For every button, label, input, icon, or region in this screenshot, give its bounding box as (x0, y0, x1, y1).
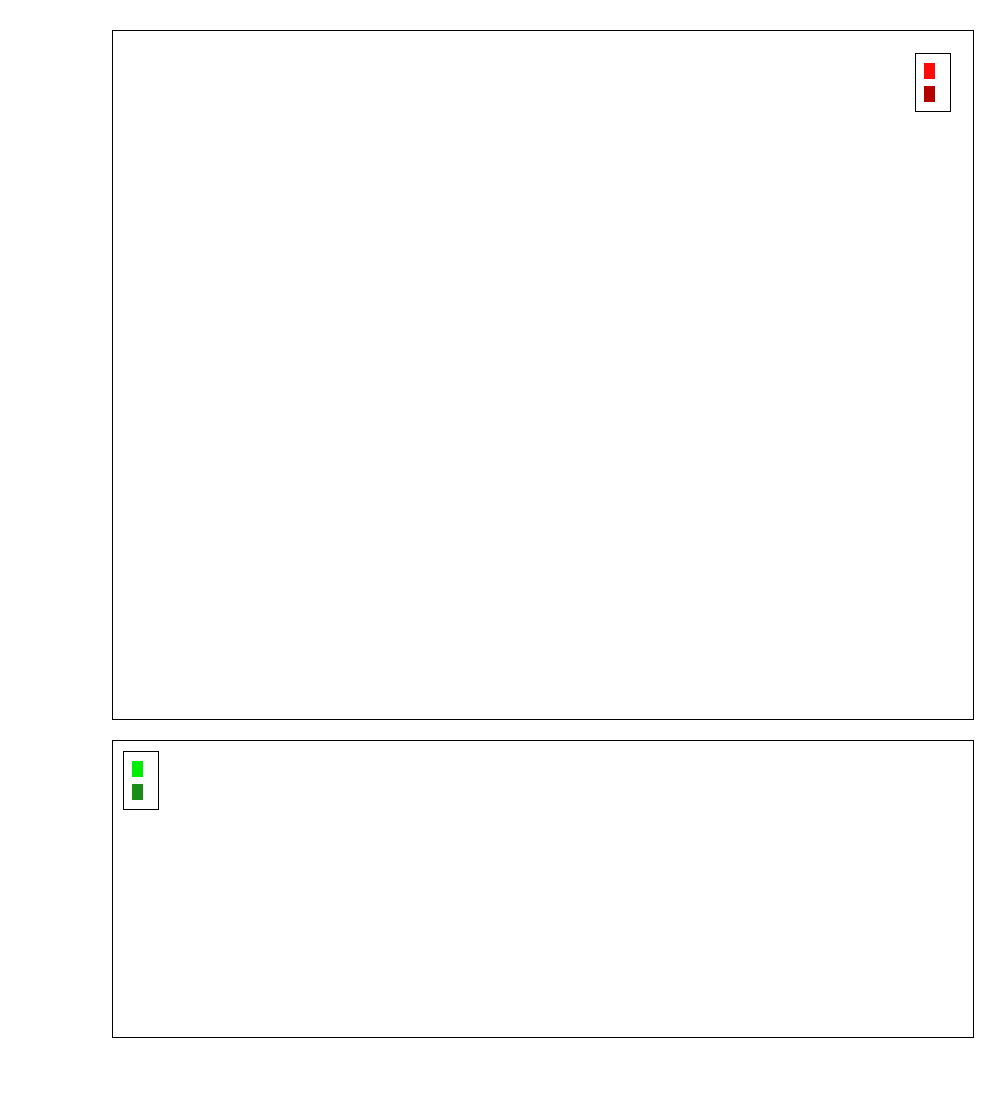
legend-item-utilized-ruptures (132, 780, 150, 803)
bars-top (113, 31, 973, 719)
legend-swatch-icon (132, 761, 143, 777)
legend-item-participation (924, 59, 942, 82)
rupture-count-plot (112, 740, 974, 1038)
legend-item-available-ruptures (132, 757, 150, 780)
legend-bottom (123, 751, 159, 810)
legend-swatch-icon (924, 63, 935, 79)
legend-top (915, 53, 951, 112)
legend-swatch-icon (132, 784, 143, 800)
legend-item-nucleation (924, 82, 942, 105)
legend-swatch-icon (924, 86, 935, 102)
bars-bottom (113, 741, 973, 1037)
incremental-rate-plot (112, 30, 974, 720)
